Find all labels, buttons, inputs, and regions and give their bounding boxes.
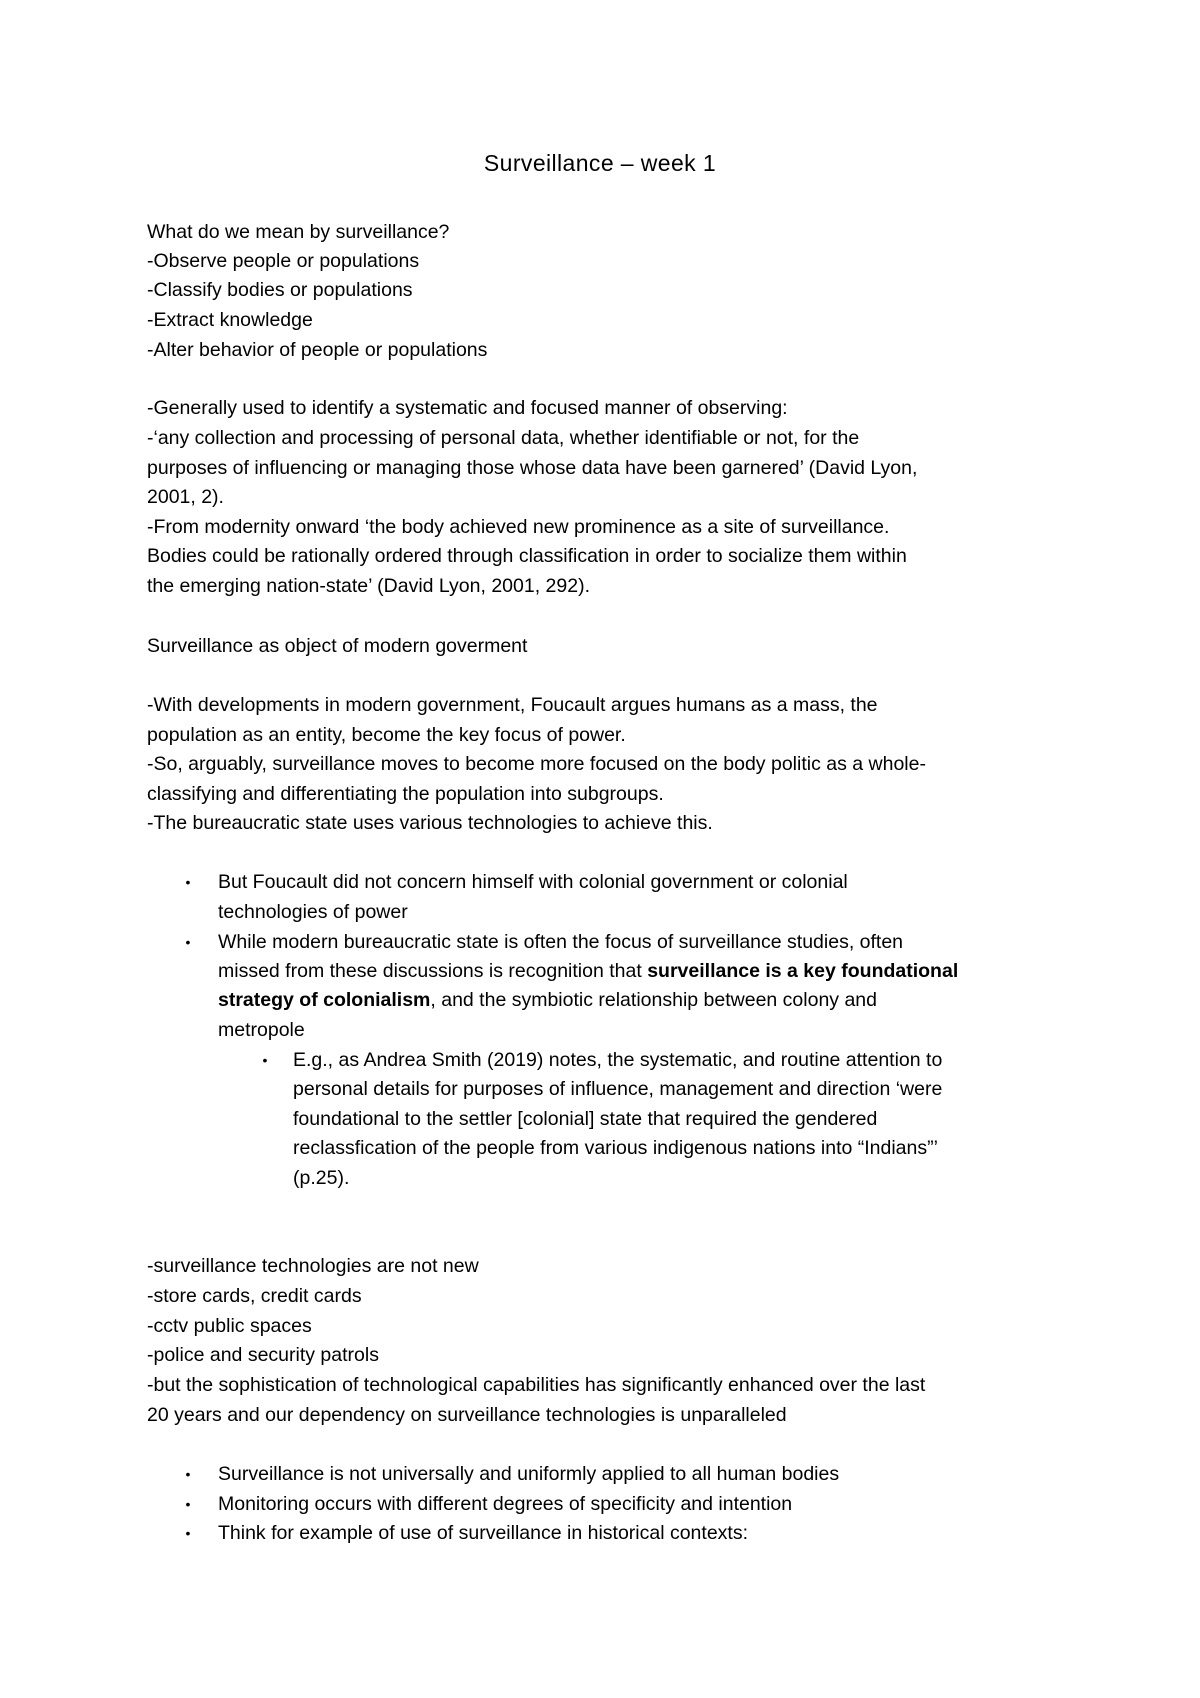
technologies-line: -police and security patrols — [147, 1344, 379, 1366]
bullet-text-bold: surveillance is a key foundational — [647, 960, 959, 982]
sub-bullet-marker: • — [262, 1052, 268, 1068]
definition-line: -Generally used to identify a systematic and focused manner of observing: — [147, 397, 788, 419]
bullet-marker: • — [185, 1525, 191, 1541]
technologies-line: -surveillance technologies are not new — [147, 1255, 479, 1277]
section-line: classifying and differentiating the population into subgroups. — [147, 783, 664, 805]
technologies-line: -but the sophistication of technological capabilities has significantly enhanced over the last — [147, 1374, 926, 1396]
bullet-text: technologies of power — [218, 901, 408, 923]
bullet-text: Surveillance is not universally and uniformly applied to all human bodies — [218, 1463, 840, 1485]
bullet-marker: • — [185, 1466, 191, 1482]
technologies-line: -store cards, credit cards — [147, 1285, 362, 1307]
bullet-text-plain: , and the symbiotic relationship between colony and — [430, 989, 877, 1011]
page-title: Surveillance – week 1 — [483, 150, 717, 176]
definition-line: Bodies could be rationally ordered through classification in order to socialize them within — [147, 545, 907, 567]
intro-item: -Alter behavior of people or populations — [147, 339, 488, 361]
bullet-text: metropole — [218, 1019, 305, 1041]
definition-line: -‘any collection and processing of personal data, whether identifiable or not, for the — [147, 427, 860, 449]
bullet-marker: • — [185, 874, 191, 890]
bullet-marker: • — [185, 934, 191, 950]
bullet-text — [218, 956, 1118, 986]
section-line: -So, arguably, surveillance moves to become more focused on the body politic as a whole- — [147, 753, 926, 775]
sub-bullet-text: reclassfication of the people from various indigenous nations into “Indians”’ — [293, 1137, 938, 1159]
sub-bullet-text: (p.25). — [293, 1167, 350, 1189]
sub-bullet-text: personal details for purposes of influence, management and direction ‘were — [293, 1078, 943, 1100]
technologies-line: 20 years and our dependency on surveillance technologies is unparalleled — [147, 1404, 787, 1426]
intro-heading: What do we mean by surveillance? — [147, 221, 450, 243]
intro-item: -Extract knowledge — [147, 309, 313, 331]
sub-bullet-text: foundational to the settler [colonial] state that required the gendered — [293, 1108, 878, 1130]
section-line: -The bureaucratic state uses various technologies to achieve this. — [147, 812, 713, 834]
sub-bullet-text: E.g., as Andrea Smith (2019) notes, the systematic, and routine attention to — [293, 1049, 943, 1071]
section-line: -With developments in modern government, Foucault argues humans as a mass, the — [147, 694, 878, 716]
technologies-line: -cctv public spaces — [147, 1315, 312, 1337]
bullet-text-plain: missed from these discussions is recognition that — [218, 960, 648, 982]
definition-line: -From modernity onward ‘the body achieved new prominence as a site of surveillance. — [147, 516, 890, 538]
bullet-text: While modern bureaucratic state is often the focus of surveillance studies, often — [218, 931, 904, 953]
bullet-text: Think for example of use of surveillance in historical contexts: — [218, 1522, 748, 1544]
intro-item: -Classify bodies or populations — [147, 279, 413, 301]
bullet-text: Monitoring occurs with different degrees of specificity and intention — [218, 1493, 793, 1515]
definition-line: purposes of influencing or managing those whose data have been garnered’ (David Lyon, — [147, 457, 918, 479]
section-heading: Surveillance as object of modern goverment — [147, 635, 528, 657]
bullet-text — [218, 985, 1118, 1015]
intro-item: -Observe people or populations — [147, 250, 420, 272]
bullet-text-bold: strategy of colonialism — [218, 989, 431, 1011]
definition-line: 2001, 2). — [147, 486, 224, 508]
bullet-text: But Foucault did not concern himself with colonial government or colonial — [218, 871, 848, 893]
definition-line: the emerging nation-state’ (David Lyon, 2001, 292). — [147, 575, 590, 597]
bullet-marker: • — [185, 1496, 191, 1512]
section-line: population as an entity, become the key focus of power. — [147, 724, 626, 746]
